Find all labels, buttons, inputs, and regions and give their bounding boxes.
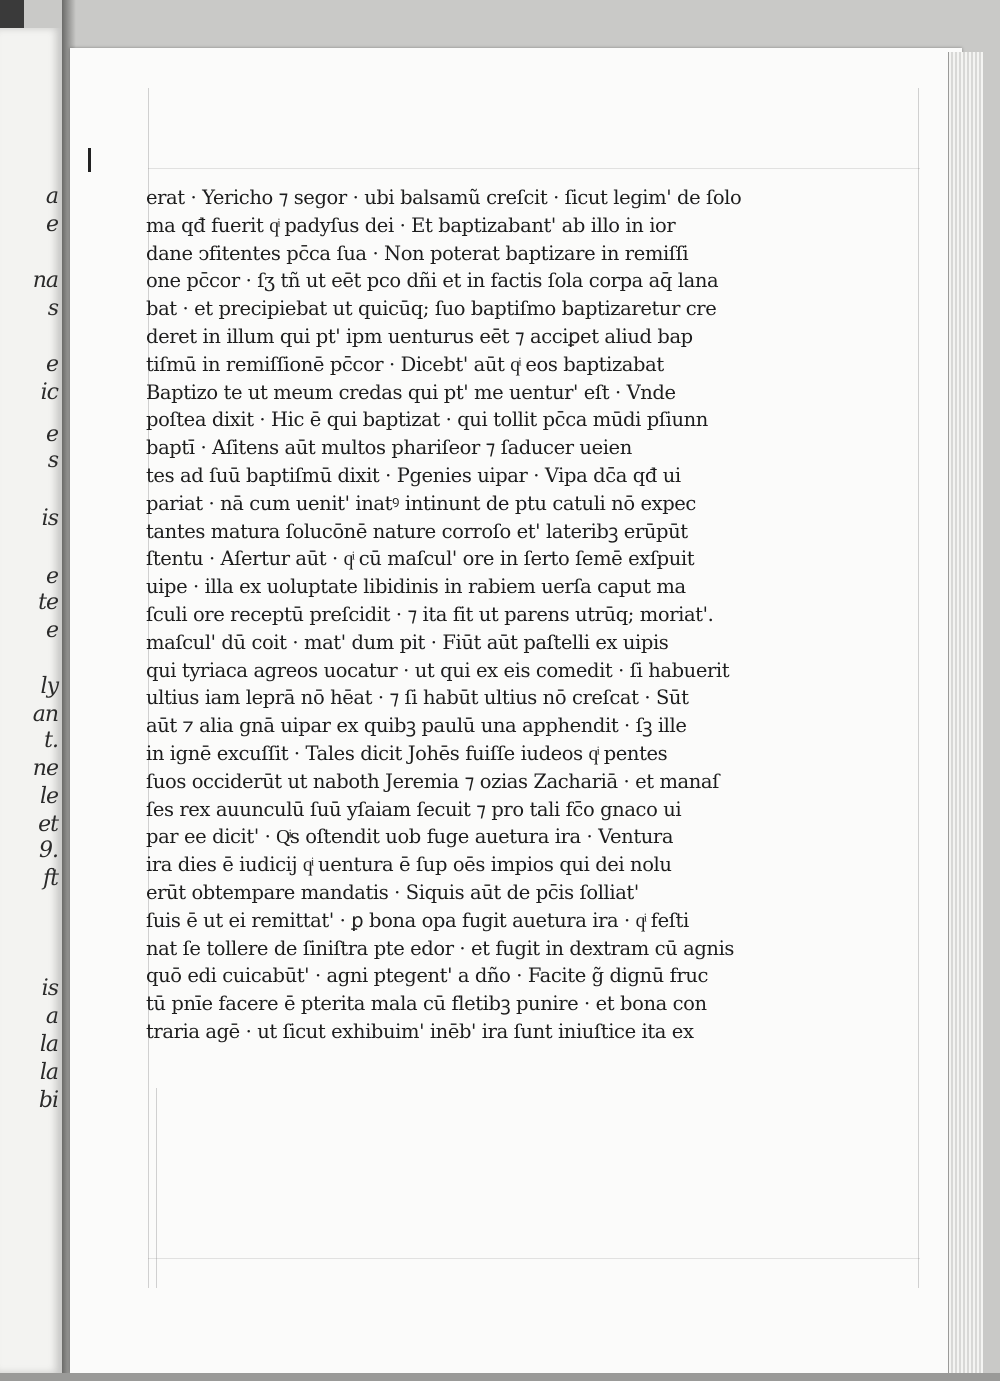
manuscript-line: ultius iam leprā nō hēat · ⁊ ſi habūt ultius nō creſcat · Sūt [146, 686, 689, 710]
ruling-bottom [148, 1258, 920, 1259]
manuscript-line: dane ↄfitentes pc̄ca ſua · Non poterat baptizare in remiſſi [146, 241, 689, 265]
ruling-right [918, 88, 919, 1288]
manuscript-line: in ignē excuſſit · Tales dicit Johēs fuiſſe iudeos qͥ pentes [146, 741, 668, 765]
left-page-text-fragment: an [32, 702, 58, 727]
manuscript-line: qui tyriaca agreos uocatur · ut qui ex eis comedit · ſi habuerit [146, 658, 730, 682]
left-page-text-fragment: 9. [39, 838, 58, 863]
left-page-text-fragment: e [45, 422, 58, 447]
left-page-text-fragment: bi [38, 1088, 58, 1113]
manuscript-line: tes ad ſuū baptiſmū dixit · Pgenies uipar · Vipa dc̄a qđ ui [146, 463, 681, 487]
manuscript-line: nat ſe tollere de ſiniſtra pte edor · et fugit in dextram cū agnis [146, 936, 735, 960]
manuscript-line: one pc̄cor · ſʒ tñ ut eēt pco dñi et in factis ſola corpa aq̄ lana [146, 269, 719, 293]
manuscript-line: tū pnīe facere ē pterita mala cū fletibꝫ punire · et bona con [146, 992, 707, 1016]
manuscript-line: ſculi ore receptū preſcidit · ⁊ ita fit ut parens utrūq; moriat'. [146, 602, 714, 626]
manuscript-line: poſtea dixit · Hic ē qui baptizat · qui tollit pc̄ca mūdi pſiunn [146, 408, 708, 432]
left-page-text-fragment: et [38, 812, 58, 837]
manuscript-line: aūt ⁊ alia gnā uipar ex quibꝫ paulū una apphendit · ſꝫ ille [146, 714, 687, 738]
manuscript-line: traria agē · ut ſicut exhibuim' inēb' ira ſunt iniuſtice ita ex [146, 1019, 694, 1043]
left-page-text-fragment: a [45, 1004, 58, 1029]
manuscript-line: quō edi cuicabūt' · agni ptegent' a dño · Facite g̃ dignū fruc [146, 964, 709, 988]
left-page-text-fragment: na [32, 268, 58, 293]
manuscript-line: tantes matura ſolucōnē nature corroſo et' lateribꝫ erūpūt [146, 519, 688, 543]
left-page-text-fragment: t. [44, 728, 58, 753]
left-page-text-fragment: e [45, 352, 58, 377]
left-page-text-fragment: la [39, 1060, 58, 1085]
page-stack-edges [948, 52, 983, 1374]
left-page-text-fragment: is [41, 506, 58, 531]
left-page-text-fragment: ft [43, 866, 58, 891]
manuscript-line: erūt obtempare mandatis · Siquis aūt de pc̄is ſolliat' [146, 880, 639, 904]
left-page-text-fragment: e [45, 564, 58, 589]
left-page-text-fragment: la [39, 1032, 58, 1057]
manuscript-line: deret in illum qui pt' ipm uenturus eēt ⁊ acciꝑet aliud bap [146, 324, 693, 348]
manuscript-line: maſcul' dū coit · mat' dum pit · Fiūt aūt paſtelli ex uipis [146, 630, 669, 654]
ruling-top [148, 168, 920, 169]
manuscript-line: ſes rex auunculū ſuū yſaiam ſecuit ⁊ pro tali fc̄o gnaco ui [146, 797, 682, 821]
manuscript-line: pariat · nā cum uenit' inatꝰ intinunt de ptu catuli nō expec [146, 491, 696, 515]
left-page-text-fragment: s [47, 296, 58, 321]
scanner-bottom-edge [0, 1373, 1000, 1381]
manuscript-line: ma qđ fuerit qͥ padyſus dei · Et baptizabant' ab illo in ior [146, 213, 676, 237]
left-page-text-fragment: s [47, 448, 58, 473]
manuscript-line: erat · Yericho ⁊ segor · ubi balsamũ creſcit · ſicut legim' de ſolo [146, 186, 742, 209]
left-facing-page [0, 28, 64, 1373]
manuscript-line: bat · et precipiebat ut quicūq; ſuo baptiſmo baptizaretur cre [146, 297, 717, 321]
manuscript-line: uipe · illa ex uoluptate libidinis in rabiem uerſa caput ma [146, 575, 686, 599]
manuscript-line: baptī · Aſitens aūt multos phariſeor ⁊ ſaducer ueien [146, 436, 632, 460]
left-page-text-fragment: ic [40, 380, 58, 405]
manuscript-line: ſtentu · Aſertur aūt · qͥ cū maſcul' ore in ſerto ſemē exſpuit [146, 547, 695, 571]
manuscript-text-block [146, 184, 796, 1046]
left-page-text-fragment: ne [32, 756, 58, 781]
manuscript-line: Baptizo te ut meum credas qui pt' me uentur' eſt · Vnde [146, 380, 676, 404]
manuscript-line: ſuos occiderūt ut naboth Jeremia ⁊ ozias Zachariā · et manaſ [146, 769, 719, 793]
left-page-text-fragment: is [41, 976, 58, 1001]
left-page-text-fragment: e [45, 618, 58, 643]
left-page-text-fragment: a [45, 184, 58, 209]
manuscript-line: ira dies ē iudicij qͥ uentura ē ſup oēs impios qui dei nolu [146, 853, 672, 877]
margin-mark [88, 148, 91, 172]
left-page-text-fragment: le [39, 784, 58, 809]
left-page-text-fragment: te [38, 590, 58, 615]
manuscript-line: par ee dicit' · Qͥs oſtendit uob fuge auetura ira · Ventura [146, 825, 674, 849]
left-page-text-fragment: ly [40, 674, 58, 699]
manuscript-line: tiſmū in remiſſionē pc̄cor · Dicebt' aūt qͥ eos baptizabat [146, 352, 664, 376]
manuscript-line: ſuis ē ut ei remittat' · ꝑ bona opa fugit auetura ira · qͥ feſti [146, 908, 689, 932]
left-page-text-fragment: e [45, 212, 58, 237]
